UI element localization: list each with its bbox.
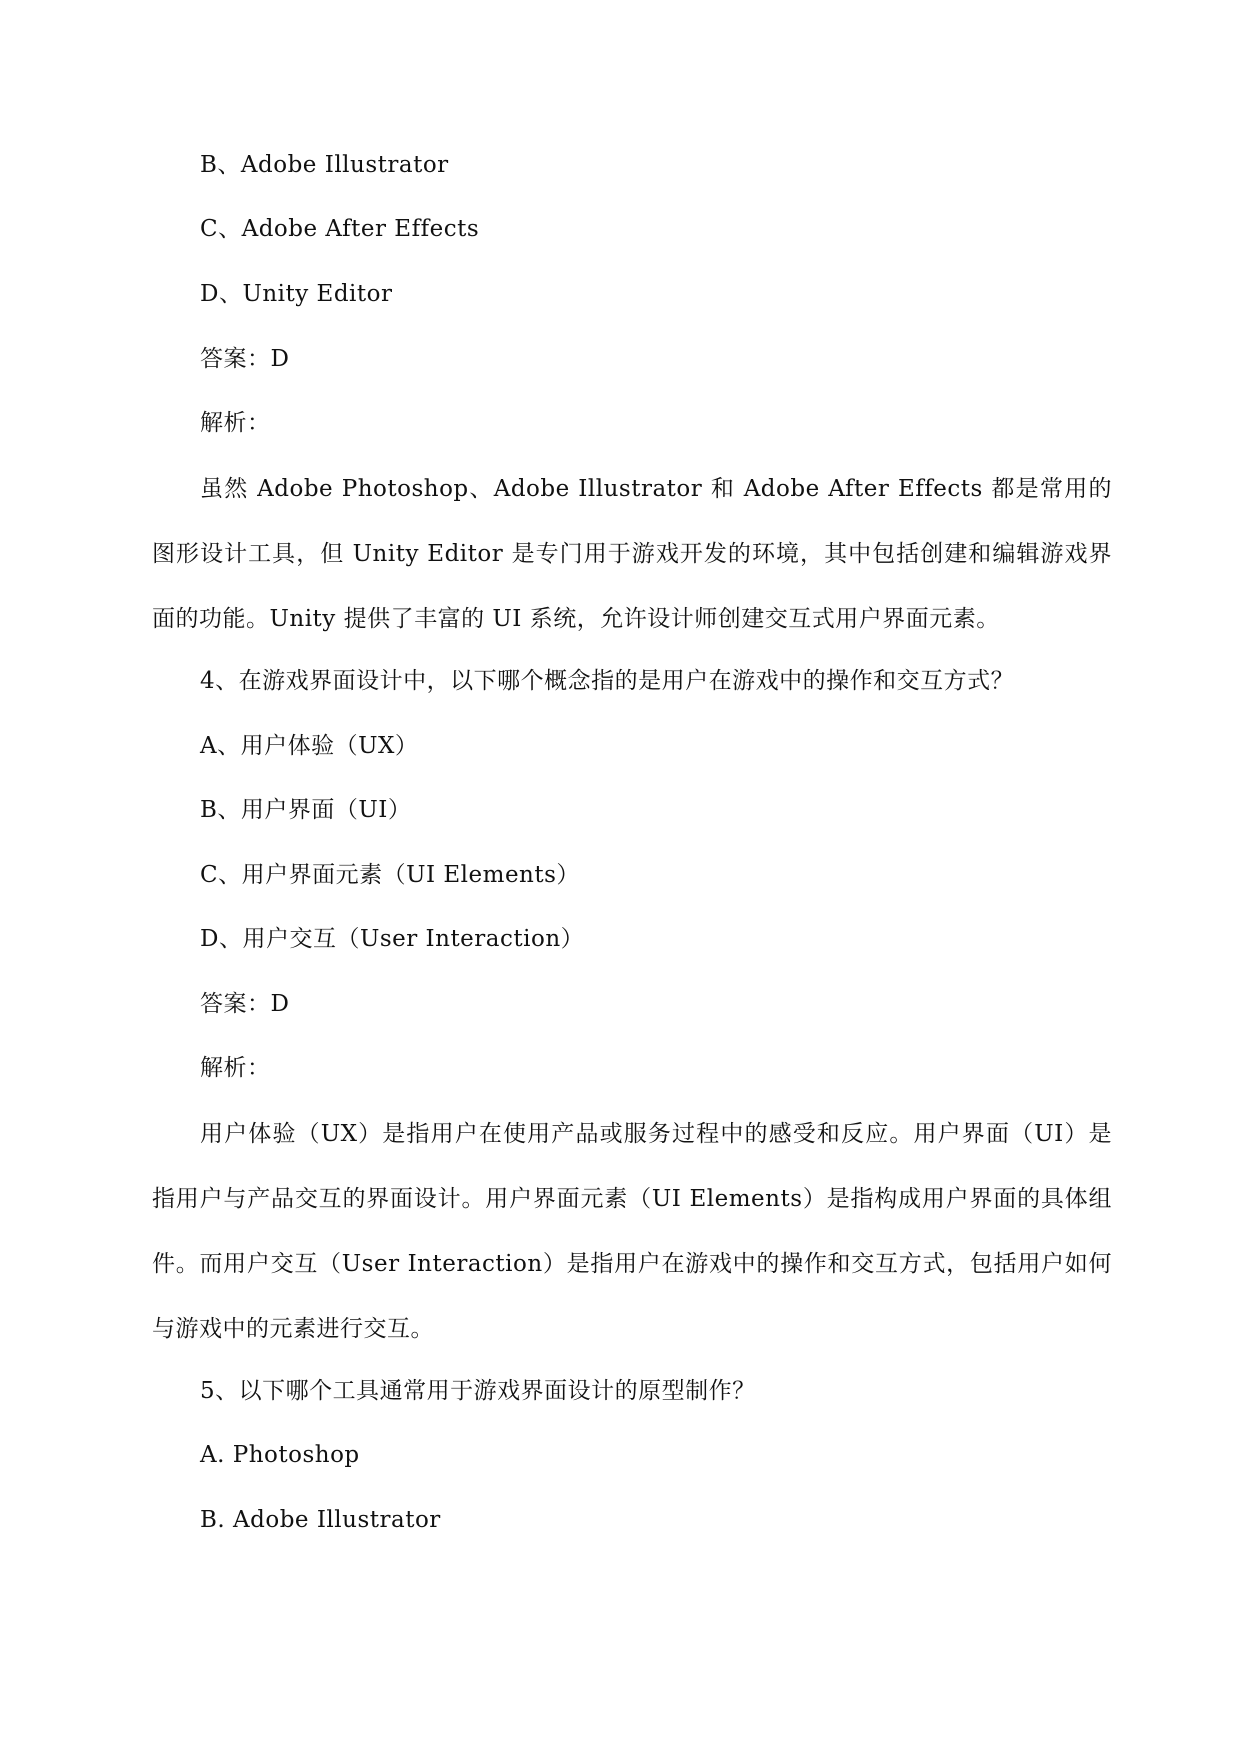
q3-analysis-text: 虽然 Adobe Photoshop、Adobe Illustrator 和 Adobe After Effects 都是常用的图形设计工具，但 Unity Editor 是专门用于游戏开发的环境，其中包括创建和编辑游戏界面的功能。Unity 提供了丰富的 UI 系统，允许设计师创建交互式用户界面元素。 — [152, 476, 1112, 632]
q4-question: 4、在游戏界面设计中，以下哪个概念指的是用户在游戏中的操作和交互方式？ — [200, 668, 1015, 694]
q4-option-d: D、用户交互（User Interaction） — [200, 926, 585, 952]
q3-option-c: C、Adobe After Effects — [200, 216, 480, 242]
q5-question: 5、以下哪个工具通常用于游戏界面设计的原型制作？ — [200, 1378, 756, 1404]
q4-option-a: A、用户体验（UX） — [200, 733, 419, 759]
q3-analysis-label: 解析： — [200, 410, 271, 436]
q4-option-c: C、用户界面元素（UI Elements） — [200, 862, 580, 888]
q3-option-b: B、Adobe Illustrator — [200, 152, 449, 178]
q3-answer: 答案：D — [200, 346, 290, 372]
q4-option-b: B、用户界面（UI） — [200, 797, 412, 823]
q5-option-a: A. Photoshop — [200, 1442, 360, 1468]
q4-analysis-label: 解析： — [200, 1055, 271, 1081]
q3-option-d: D、Unity Editor — [200, 281, 393, 307]
q4-answer: 答案：D — [200, 991, 290, 1017]
q4-analysis-text: 用户体验（UX）是指用户在使用产品或服务过程中的感受和反应。用户界面（UI）是指用户与产品交互的界面设计。用户界面元素（UI Elements）是指构成用户界面的具体组件。而用户交互（User Interaction）是指用户在游戏中的操作和交互方式，包括用户如何与游戏中的元素进行交互。 — [152, 1121, 1112, 1342]
q5-option-b: B. Adobe Illustrator — [200, 1507, 441, 1533]
